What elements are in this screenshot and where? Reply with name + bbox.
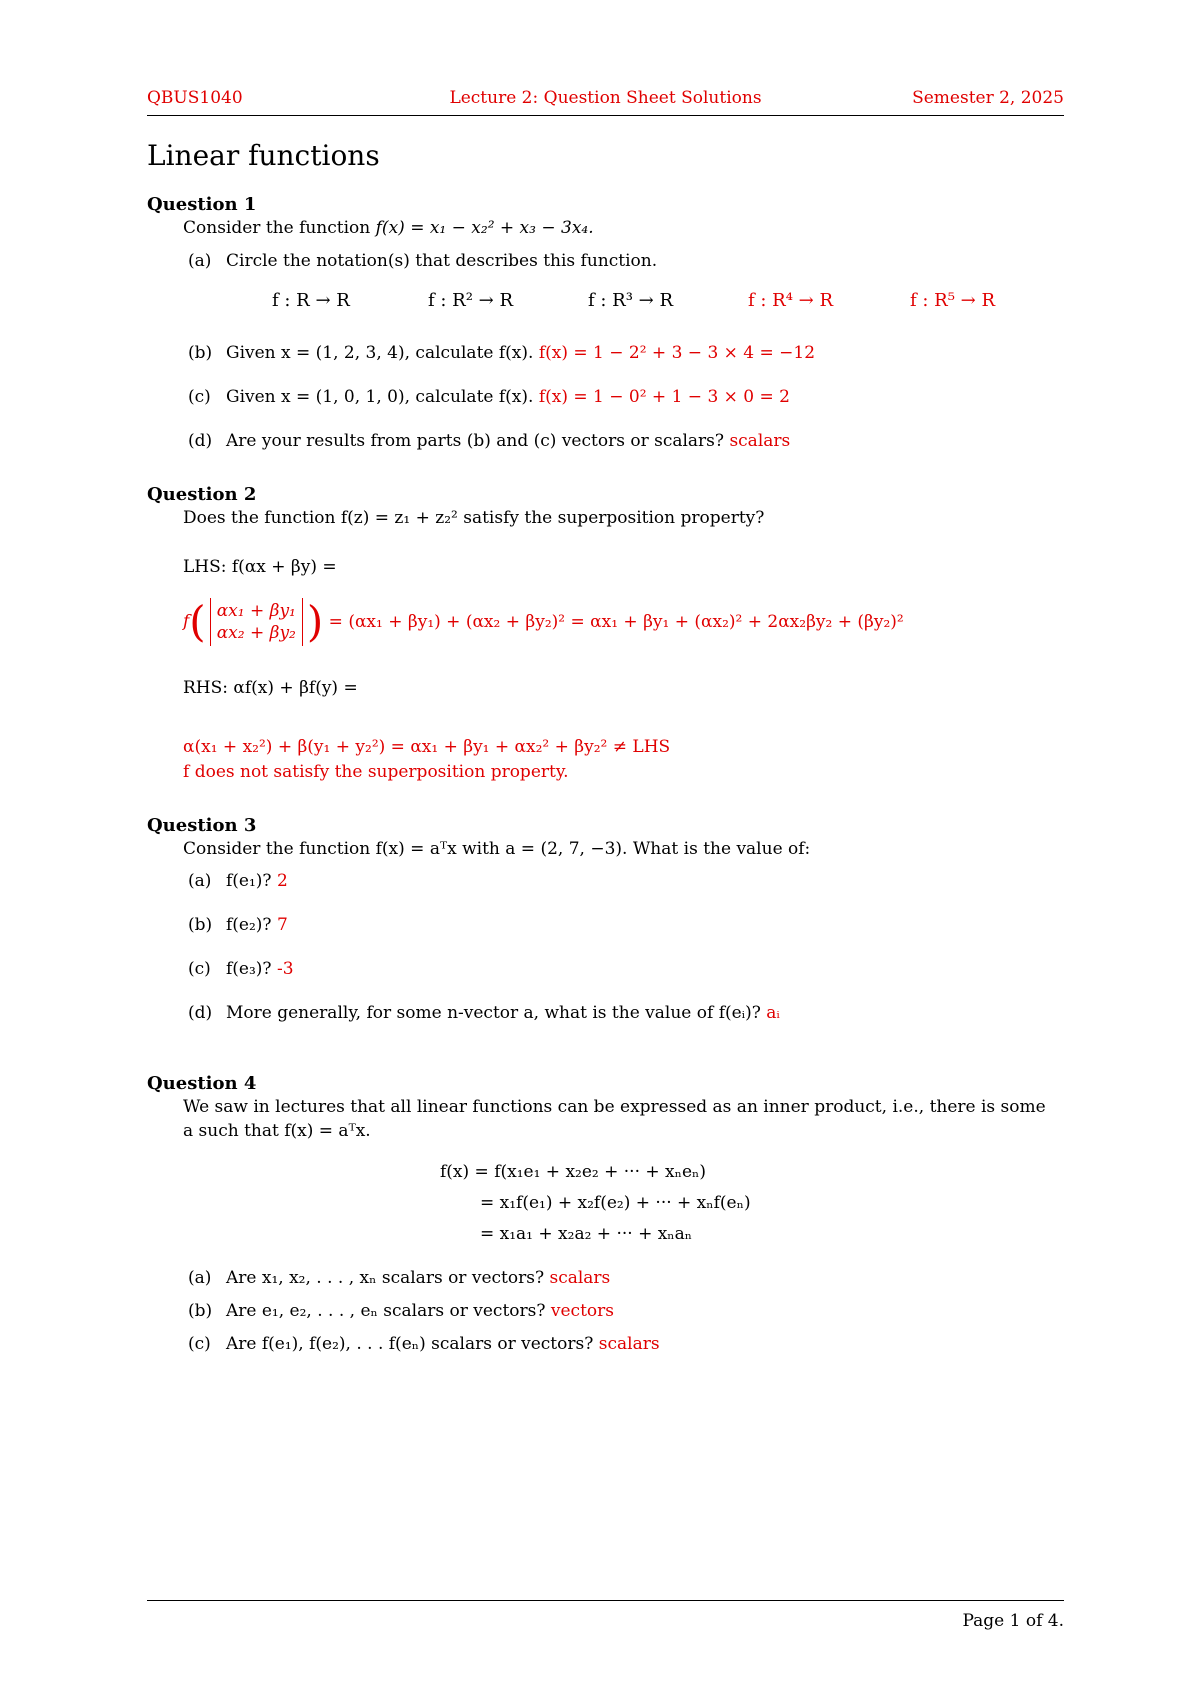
- q3-d-label: (d): [188, 1003, 213, 1023]
- q3-c-answer: -3: [276, 959, 294, 979]
- q1-part-b: [188, 343, 815, 363]
- q2-conclusion: f does not satisfy the superposition property.: [183, 762, 569, 782]
- q3-c-text: f(e₃)?: [226, 959, 272, 979]
- q1-b-answer: f(x) = 1 − 2² + 3 − 3 × 4 = −12: [538, 343, 816, 363]
- q2-lhs-expansion: f( αx₁ + βy₁ αx₂ + βy₂ ) = (αx₁ + βy₁) + (αx₂ + βy₂)² = αx₁ + βy₁ + (αx₂)² + 2αx₂βy₂ + (βy₂)²: [183, 597, 904, 646]
- notation-option-4[interactable]: f : R⁴ → R: [748, 290, 834, 311]
- q3-a-answer: 2: [276, 871, 288, 891]
- q4-equation-line1: f(x) = f(x₁e₁ + x₂e₂ + ··· + xₙeₙ): [440, 1162, 707, 1182]
- running-header: [147, 88, 1064, 114]
- q1-c-text: Given x = (1, 0, 1, 0), calculate f(x).: [226, 387, 534, 407]
- q3-b-answer: 7: [276, 915, 288, 935]
- q1-intro-text: Consider the function: [183, 218, 371, 238]
- q3-d-answer: aᵢ: [766, 1003, 780, 1023]
- q4-part-c: [188, 1334, 660, 1354]
- q1-heading: Question 1: [147, 194, 257, 215]
- q3-part-d: [188, 1003, 780, 1023]
- q2-lhs-label: LHS: f(αx + βy) =: [183, 557, 337, 577]
- q4-c-label: (c): [188, 1334, 211, 1354]
- q3-b-label: (b): [188, 915, 213, 935]
- q1-part-a: [188, 251, 657, 271]
- footer-rule: [147, 1600, 1064, 1601]
- header-course: QBUS1040: [147, 88, 243, 108]
- q1-d-text: Are your results from parts (b) and (c) vectors or scalars?: [226, 431, 725, 451]
- q1-intro-formula: f(x) = x₁ − x₂² + x₃ − 3x₄.: [375, 218, 594, 238]
- q4-c-answer: scalars: [598, 1334, 660, 1354]
- q4-a-text: Are x₁, x₂, . . . , xₙ scalars or vectors?: [226, 1268, 545, 1288]
- q4-b-text: Are e₁, e₂, . . . , eₙ scalars or vectors?: [226, 1301, 546, 1321]
- q1-a-text: Circle the notation(s) that describes this function.: [226, 251, 658, 271]
- q3-intro: Consider the function f(x) = aᵀx with a = (2, 7, −3). What is the value of:: [183, 839, 811, 859]
- header-semester: Semester 2, 2025: [912, 88, 1064, 108]
- q3-part-b: [188, 915, 288, 935]
- q4-equation-line3: = x₁a₁ + x₂a₂ + ··· + xₙaₙ: [480, 1224, 693, 1244]
- q4-intro-line1: We saw in lectures that all linear functions can be expressed as an inner product, i.e., there is some: [183, 1097, 1046, 1117]
- section-title: Linear functions: [147, 139, 380, 172]
- q4-a-answer: scalars: [549, 1268, 611, 1288]
- q1-c-answer: f(x) = 1 − 0² + 1 − 3 × 0 = 2: [538, 387, 790, 407]
- q1-part-c: [188, 387, 790, 407]
- q3-part-a: [188, 871, 288, 891]
- q2-rhs-label: RHS: αf(x) + βf(y) =: [183, 678, 358, 698]
- notation-option-1[interactable]: f : R → R: [272, 290, 350, 311]
- header-rule: [147, 115, 1064, 116]
- q4-heading: Question 4: [147, 1073, 257, 1094]
- q4-b-answer: vectors: [550, 1301, 614, 1321]
- page-number: Page 1 of 4.: [962, 1611, 1064, 1631]
- q2-heading: Question 2: [147, 484, 257, 505]
- q1-intro: [183, 218, 594, 238]
- q2-rhs-result: α(x₁ + x₂²) + β(y₁ + y₂²) = αx₁ + βy₁ + αx₂² + βy₂² ≠ LHS: [183, 737, 671, 757]
- q3-a-label: (a): [188, 871, 212, 891]
- q4-part-b: [188, 1301, 614, 1321]
- q3-a-text: f(e₁)?: [226, 871, 272, 891]
- q2-lhs-result: = (αx₁ + βy₁) + (αx₂ + βy₂)² = αx₁ + βy₁ + (αx₂)² + 2αx₂βy₂ + (βy₂)²: [328, 612, 904, 632]
- q4-intro-line2: a such that f(x) = aᵀx.: [183, 1121, 371, 1141]
- q2-vector: [210, 598, 303, 646]
- q2-intro: Does the function f(z) = z₁ + z₂² satisfy the superposition property?: [183, 508, 765, 528]
- notation-option-2[interactable]: f : R² → R: [428, 290, 514, 311]
- q1-part-d: [188, 431, 790, 451]
- q4-a-label: (a): [188, 1268, 212, 1288]
- q4-c-text: Are f(e₁), f(e₂), . . . f(eₙ) scalars or vectors?: [226, 1334, 594, 1354]
- q3-heading: Question 3: [147, 815, 257, 836]
- q1-b-label: (b): [188, 343, 213, 363]
- q1-d-label: (d): [188, 431, 213, 451]
- notation-option-5[interactable]: f : R⁵ → R: [910, 290, 996, 311]
- q1-c-label: (c): [188, 387, 211, 407]
- q1-b-text: Given x = (1, 2, 3, 4), calculate f(x).: [226, 343, 534, 363]
- notation-option-3[interactable]: f : R³ → R: [588, 290, 674, 311]
- vector-entry-top: αx₁ + βy₁: [216, 601, 296, 621]
- q1-a-label: (a): [188, 251, 212, 271]
- q4-b-label: (b): [188, 1301, 213, 1321]
- q3-b-text: f(e₂)?: [226, 915, 272, 935]
- q1-d-answer: scalars: [729, 431, 791, 451]
- q3-c-label: (c): [188, 959, 211, 979]
- vector-entry-bottom: αx₂ + βy₂: [216, 623, 296, 643]
- q4-part-a: [188, 1268, 610, 1288]
- q3-part-c: [188, 959, 294, 979]
- header-title: Lecture 2: Question Sheet Solutions: [449, 88, 762, 108]
- q3-d-text: More generally, for some n-vector a, what is the value of f(eᵢ)?: [226, 1003, 761, 1023]
- q4-equation-line2: = x₁f(e₁) + x₂f(e₂) + ··· + xₙf(eₙ): [480, 1193, 751, 1213]
